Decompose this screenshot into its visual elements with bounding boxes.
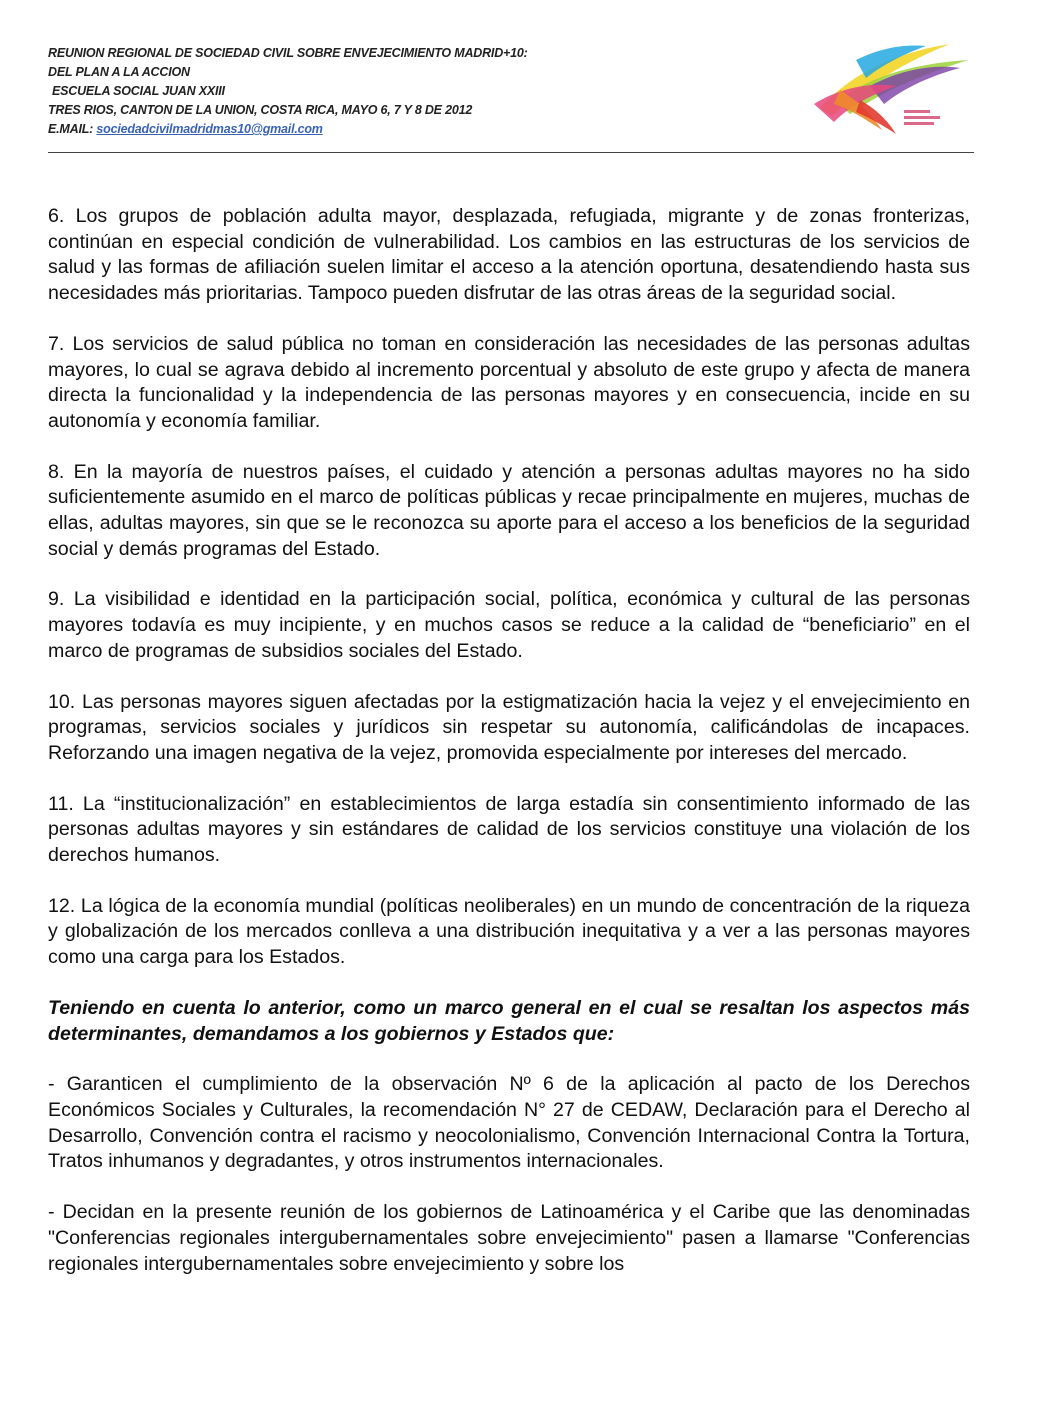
- logo-caption-bar-1: [904, 110, 930, 113]
- header-email-line: [48, 120, 608, 139]
- bird-logo-icon: [800, 30, 980, 140]
- demand-item: - Garanticen el cumplimiento de la observación Nº 6 de la aplicación al pacto de los Derechos Económicos Sociales y Culturales, la recomendación N° 27 de CEDAW, Declaración para el Derecho al Desarrollo, Convención contra el racismo y neocolonialismo, Convención Internacional Contra la Tortura, Tratos inhumanos y degradantes, y otros instrumentos internacionales.: [48, 1073, 970, 1173]
- paragraph-7: 7. Los servicios de salud pública no toman en consideración las necesidades de las personas adultas mayores, lo cual se agrava debido al incremento porcentual y absoluto de este grupo y afecta de manera directa la funcionalidad y la independencia de las personas mayores y en consecuencia, incide en su autonomía y economía familiar.: [48, 332, 970, 432]
- demand-item: - Decidan en la presente reunión de los gobiernos de Latinoamérica y el Caribe que las denominadas "Conferencias regionales intergubernamentales sobre envejecimiento" pasen a llamarse "Conferencias regionales intergubernamentales sobre envejecimiento y sobre los: [48, 1201, 970, 1275]
- header-event-title: REUNION REGIONAL DE SOCIEDAD CIVIL SOBRE ENVEJECIMIENTO MADRID+10:: [48, 46, 528, 60]
- lead-in-statement: Teniendo en cuenta lo anterior, como un marco general en el cual se resaltan los aspectos más determinantes, demandamos a los gobiernos y Estados que:: [48, 996, 970, 1045]
- logo-caption-bar-2: [904, 116, 940, 119]
- email-link[interactable]: sociedadcivilmadridmas10@gmail.com: [96, 122, 323, 136]
- document-body: [48, 204, 970, 1277]
- paragraph-12: 12. La lógica de la economía mundial (políticas neoliberales) en un mundo de concentración de la riqueza y globalización de los mercados conlleva a una distribución inequitativa y a ver a las personas mayores como una carga para los Estados.: [48, 894, 970, 969]
- header-location-date: TRES RIOS, CANTON DE LA UNION, COSTA RICA, MAYO 6, 7 Y 8 DE 2012: [48, 103, 473, 117]
- paragraph-9: 9. La visibilidad e identidad en la participación social, política, económica y cultural de las personas mayores todavía es muy incipiente, y en muchos casos se reduce a la calidad de “beneficiario” en el marco de programas de subsidios sociales del Estado.: [48, 588, 970, 662]
- paragraph-10: 10. Las personas mayores siguen afectadas por la estigmatización hacia la vejez y el envejecimiento en programas, servicios sociales y jurídicos sin respetar su autonomía, calificándolas de incapaces. Reforzando una imagen negativa de la vejez, promovida especialmente por intereses del mercado.: [48, 690, 970, 764]
- header-subtitle: DEL PLAN A LA ACCION: [48, 65, 190, 79]
- logo-caption-bar-3: [904, 122, 934, 125]
- paragraph-11: 11. La “institucionalización” en establecimientos de larga estadía sin consentimiento informado de las personas adultas mayores y sin estándares de calidad de los servicios constituye una violación de los derechos humanos.: [48, 792, 970, 867]
- paragraph-8: 8. En la mayoría de nuestros países, el cuidado y atención a personas adultas mayores no ha sido suficientemente asumido en el marco de políticas públicas y recae principalmente en mujeres, muchas de ellas, adultas mayores, sin que se le reconozca su aporte para el acceso a los beneficios de la seguridad social y demás programas del Estado.: [48, 460, 970, 560]
- header-divider: [48, 152, 974, 153]
- header-venue: ESCUELA SOCIAL JUAN XXIII: [52, 84, 225, 98]
- document-header: [48, 44, 608, 139]
- email-label: E.MAIL:: [48, 122, 94, 136]
- paragraph-6: 6. Los grupos de población adulta mayor, desplazada, refugiada, migrante y de zonas fronterizas, continúan en especial condición de vulnerabilidad. Los cambios en las estructuras de los servicios de salud y las formas de afiliación suelen limitar el acceso a la atención oportuna, desatendiendo hasta sus necesidades más prioritarias. Tampoco pueden disfrutar de las otras áreas de la seguridad social.: [48, 205, 970, 305]
